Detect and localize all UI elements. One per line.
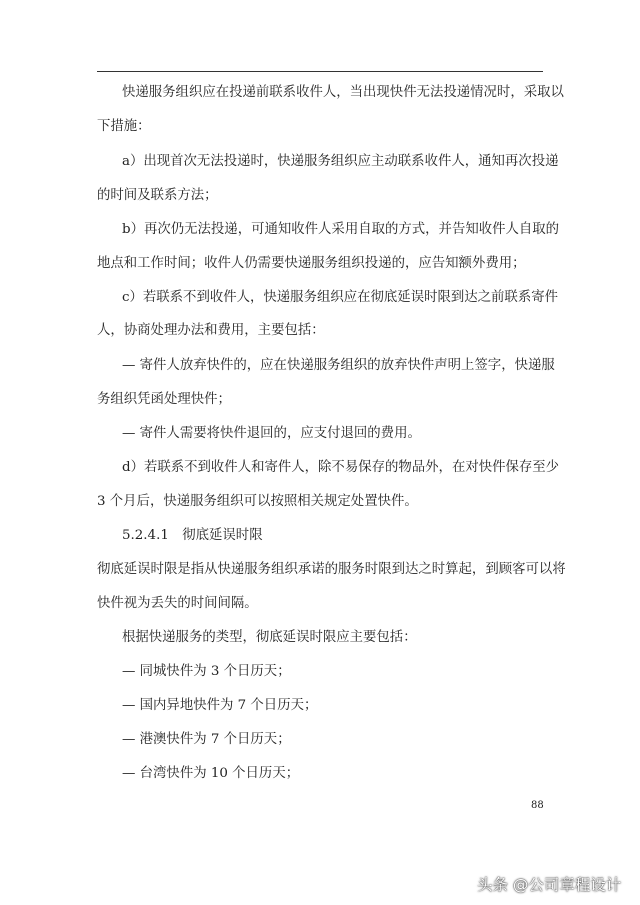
- text-line: 快件视为丢失的时间间隔。: [97, 596, 258, 611]
- section-heading: 5.2.4.1 彻底延误时限: [122, 528, 263, 543]
- list-item: — 国内异地快件为 7 个日历天；: [122, 698, 318, 713]
- text-line: 的时间及联系方法；: [97, 188, 218, 203]
- text-line: 务组织凭函处理快件；: [97, 392, 231, 407]
- page-number: 88: [531, 800, 544, 811]
- text-line: 3 个月后，快递服务组织可以按照相关规定处置快件。: [97, 494, 418, 509]
- text-line: 地点和工作时间；收件人仍需要快递服务组织投递的，应告知额外费用；: [97, 256, 526, 271]
- header-rule: [97, 71, 543, 72]
- text-line: c）若联系不到收件人，快递服务组织应在彻底延误时限到达之前联系寄件: [122, 290, 558, 305]
- text-line: 人，协商处理办法和费用，主要包括：: [97, 323, 325, 338]
- text-line: 快递服务组织应在投递前联系收件人，当出现快件无法投递情况时，采取以: [122, 85, 564, 100]
- list-item: — 港澳快件为 7 个日历天；: [122, 732, 291, 747]
- text-line: — 寄件人放弃快件的，应在快递服务组织的放弃快件声明上签字，快递服: [122, 358, 555, 373]
- text-line: 下措施：: [97, 119, 151, 134]
- list-item: — 台湾快件为 10 个日历天；: [122, 766, 300, 781]
- text-line: d）若联系不到收件人和寄件人，除不易保存的物品外，在对快件保存至少: [122, 460, 560, 475]
- text-line: 根据快递服务的类型，彻底延误时限应主要包括：: [122, 630, 417, 645]
- text-line: a）出现首次无法投递时，快递服务组织应主动联系收件人，通知再次投递: [122, 154, 559, 169]
- text-line: — 寄件人需要将快件退回的，应支付退回的费用。: [122, 426, 421, 441]
- text-line: b）再次仍无法投递，可通知收件人采用自取的方式，并告知收件人自取的: [122, 222, 560, 237]
- list-item: — 同城快件为 3 个日历天；: [122, 664, 291, 679]
- watermark: 头条 @公司章程设计: [477, 876, 622, 894]
- text-line: 彻底延误时限是指从快递服务组织承诺的服务时限到达之时算起，到顾客可以将: [97, 562, 566, 577]
